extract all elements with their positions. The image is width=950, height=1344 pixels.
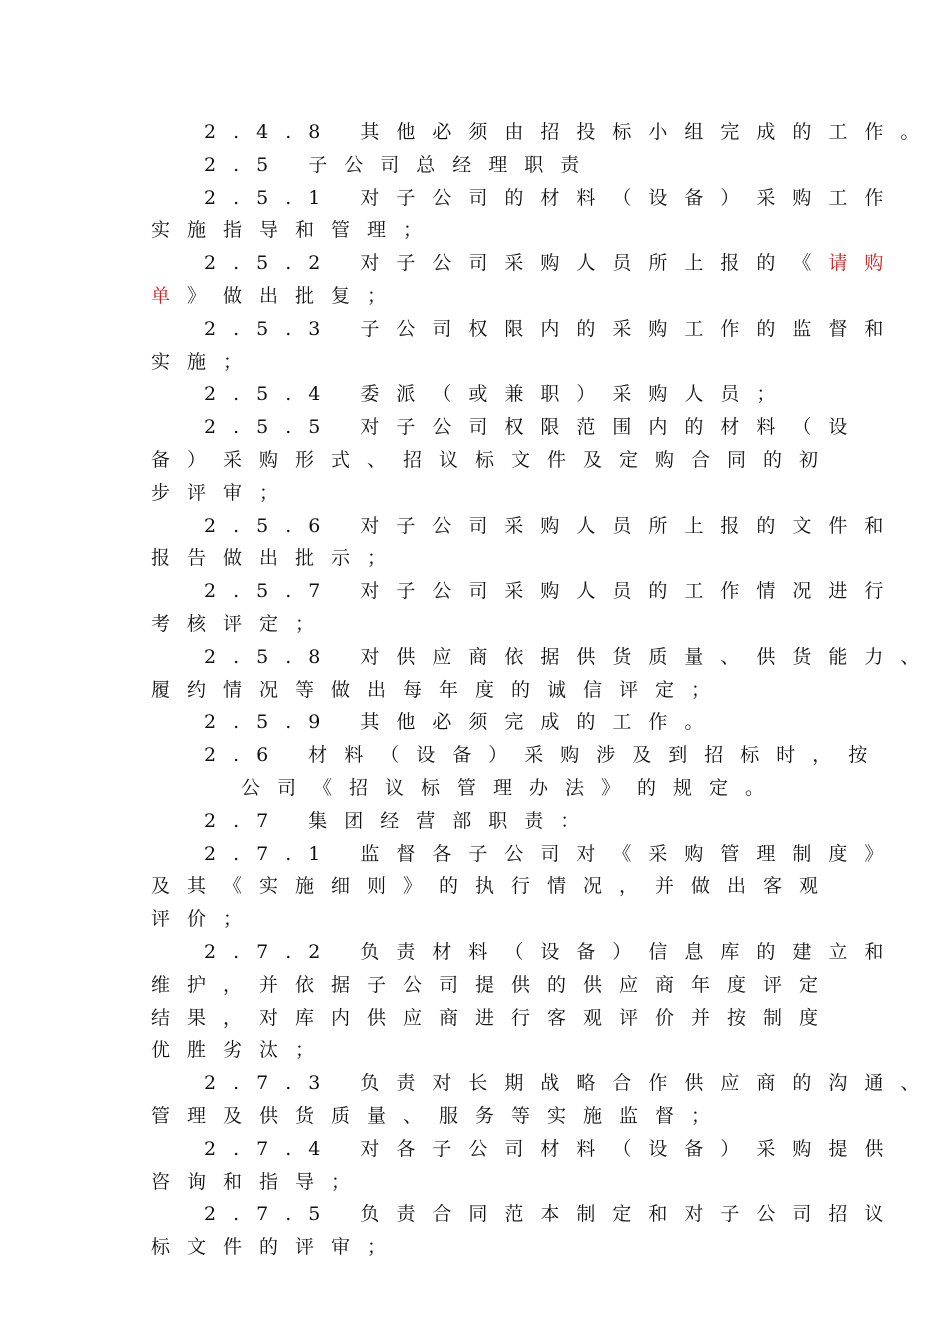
line-text: 2.7.5 负责合同范本制定和对子公司招议 <box>204 1203 901 1226</box>
line-text: 2.5.6 对子公司采购人员所上报的文件和 <box>204 514 901 537</box>
text-line <box>0 936 950 969</box>
line-text: 2.6 材料（设备）采购涉及到招标时，按 <box>204 744 885 767</box>
text-line <box>0 903 950 936</box>
line-text: 2.7 集团经营部职责： <box>204 809 597 832</box>
line-text: 考核评定； <box>151 612 332 635</box>
line-text: 及其《实施细则》的执行情况，并做出客观 <box>151 875 836 898</box>
text-line <box>0 674 950 707</box>
line-text: 履约情况等做出每年度的诚信评定； <box>151 678 728 701</box>
line-text: 》做出批复； <box>187 284 404 307</box>
text-line <box>0 805 950 838</box>
line-text: 2.5.1 对子公司的材料（设备）采购工作 <box>204 186 901 209</box>
line-text: 2.5.4 委派（或兼职）采购人员； <box>204 383 793 406</box>
line-text: 2.7.4 对各子公司材料（设备）采购提供 <box>204 1137 901 1160</box>
text-line <box>0 378 950 411</box>
text-line <box>0 182 950 215</box>
line-text: 结果，对库内供应商进行客观评价并按制度 <box>151 1006 836 1029</box>
text-line <box>0 870 950 903</box>
line-text: 维护，并依据子公司提供的供应商年度评定 <box>151 973 836 996</box>
text-line <box>0 1002 950 1035</box>
text-line <box>0 510 950 543</box>
text-line <box>0 739 950 772</box>
line-text: 2.7.2 负责材料（设备）信息库的建立和 <box>204 940 901 963</box>
line-text: 2.5.2 对子公司采购人员所上报的《 <box>204 252 829 275</box>
text-line <box>0 1067 950 1100</box>
text-line <box>0 608 950 641</box>
line-text: 2.5 子公司总经理职责 <box>204 153 597 176</box>
line-text: 备）采购形式、招议标文件及定购合同的初 <box>151 448 836 471</box>
text-line <box>0 706 950 739</box>
text-line <box>0 1100 950 1133</box>
line-text: 实施； <box>151 350 260 373</box>
line-text: 2.5.5 对子公司权限范围内的材料（设 <box>204 416 865 439</box>
text-line <box>0 1034 950 1067</box>
line-text: 报告做出批示； <box>151 547 404 570</box>
text-line <box>0 477 950 510</box>
text-line <box>0 116 950 149</box>
text-line <box>0 641 950 674</box>
line-text: 2.5.9 其他必须完成的工作。 <box>204 711 721 734</box>
highlighted-text: 单 <box>151 284 188 307</box>
line-text: 实施指导和管理； <box>151 219 440 242</box>
line-text: 2.4.8 其他必须由招投标小组完成的工作。 <box>204 121 937 143</box>
text-line <box>0 575 950 608</box>
text-line <box>0 969 950 1002</box>
text-line <box>0 838 950 871</box>
text-line <box>0 247 950 280</box>
text-line <box>0 1198 950 1231</box>
highlighted-text: 请购 <box>828 252 901 275</box>
line-text: 步评审； <box>151 481 296 504</box>
line-text: 2.5.7 对子公司采购人员的工作情况进行 <box>204 580 901 603</box>
line-text: 评价； <box>151 908 260 931</box>
text-line <box>0 444 950 477</box>
line-text: 标文件的评审； <box>151 1236 404 1259</box>
text-line <box>0 280 950 313</box>
text-line <box>0 1231 950 1264</box>
text-line <box>0 1166 950 1199</box>
document-body <box>0 116 950 1264</box>
line-text: 2.7.1 监督各子公司对《采购管理制度》 <box>204 842 901 865</box>
text-line <box>0 313 950 346</box>
line-text: 管理及供货质量、服务等实施监督； <box>151 1104 728 1127</box>
line-text: 2.5.3 子公司权限内的采购工作的监督和 <box>204 317 901 340</box>
line-text: 优胜劣汰； <box>151 1039 332 1062</box>
line-text: 2.7.3 负责对长期战略合作供应商的沟通、 <box>204 1072 937 1095</box>
text-line <box>0 411 950 444</box>
text-line <box>0 346 950 379</box>
line-text: 2.5.8 对供应商依据供货质量、供货能力、 <box>204 645 937 668</box>
text-line <box>0 214 950 247</box>
text-line <box>0 149 950 182</box>
text-line <box>0 1133 950 1166</box>
line-text: 公司《招议标管理办法》的规定。 <box>241 776 782 799</box>
text-line <box>0 542 950 575</box>
text-line <box>0 772 950 805</box>
line-text: 咨询和指导； <box>151 1170 368 1193</box>
